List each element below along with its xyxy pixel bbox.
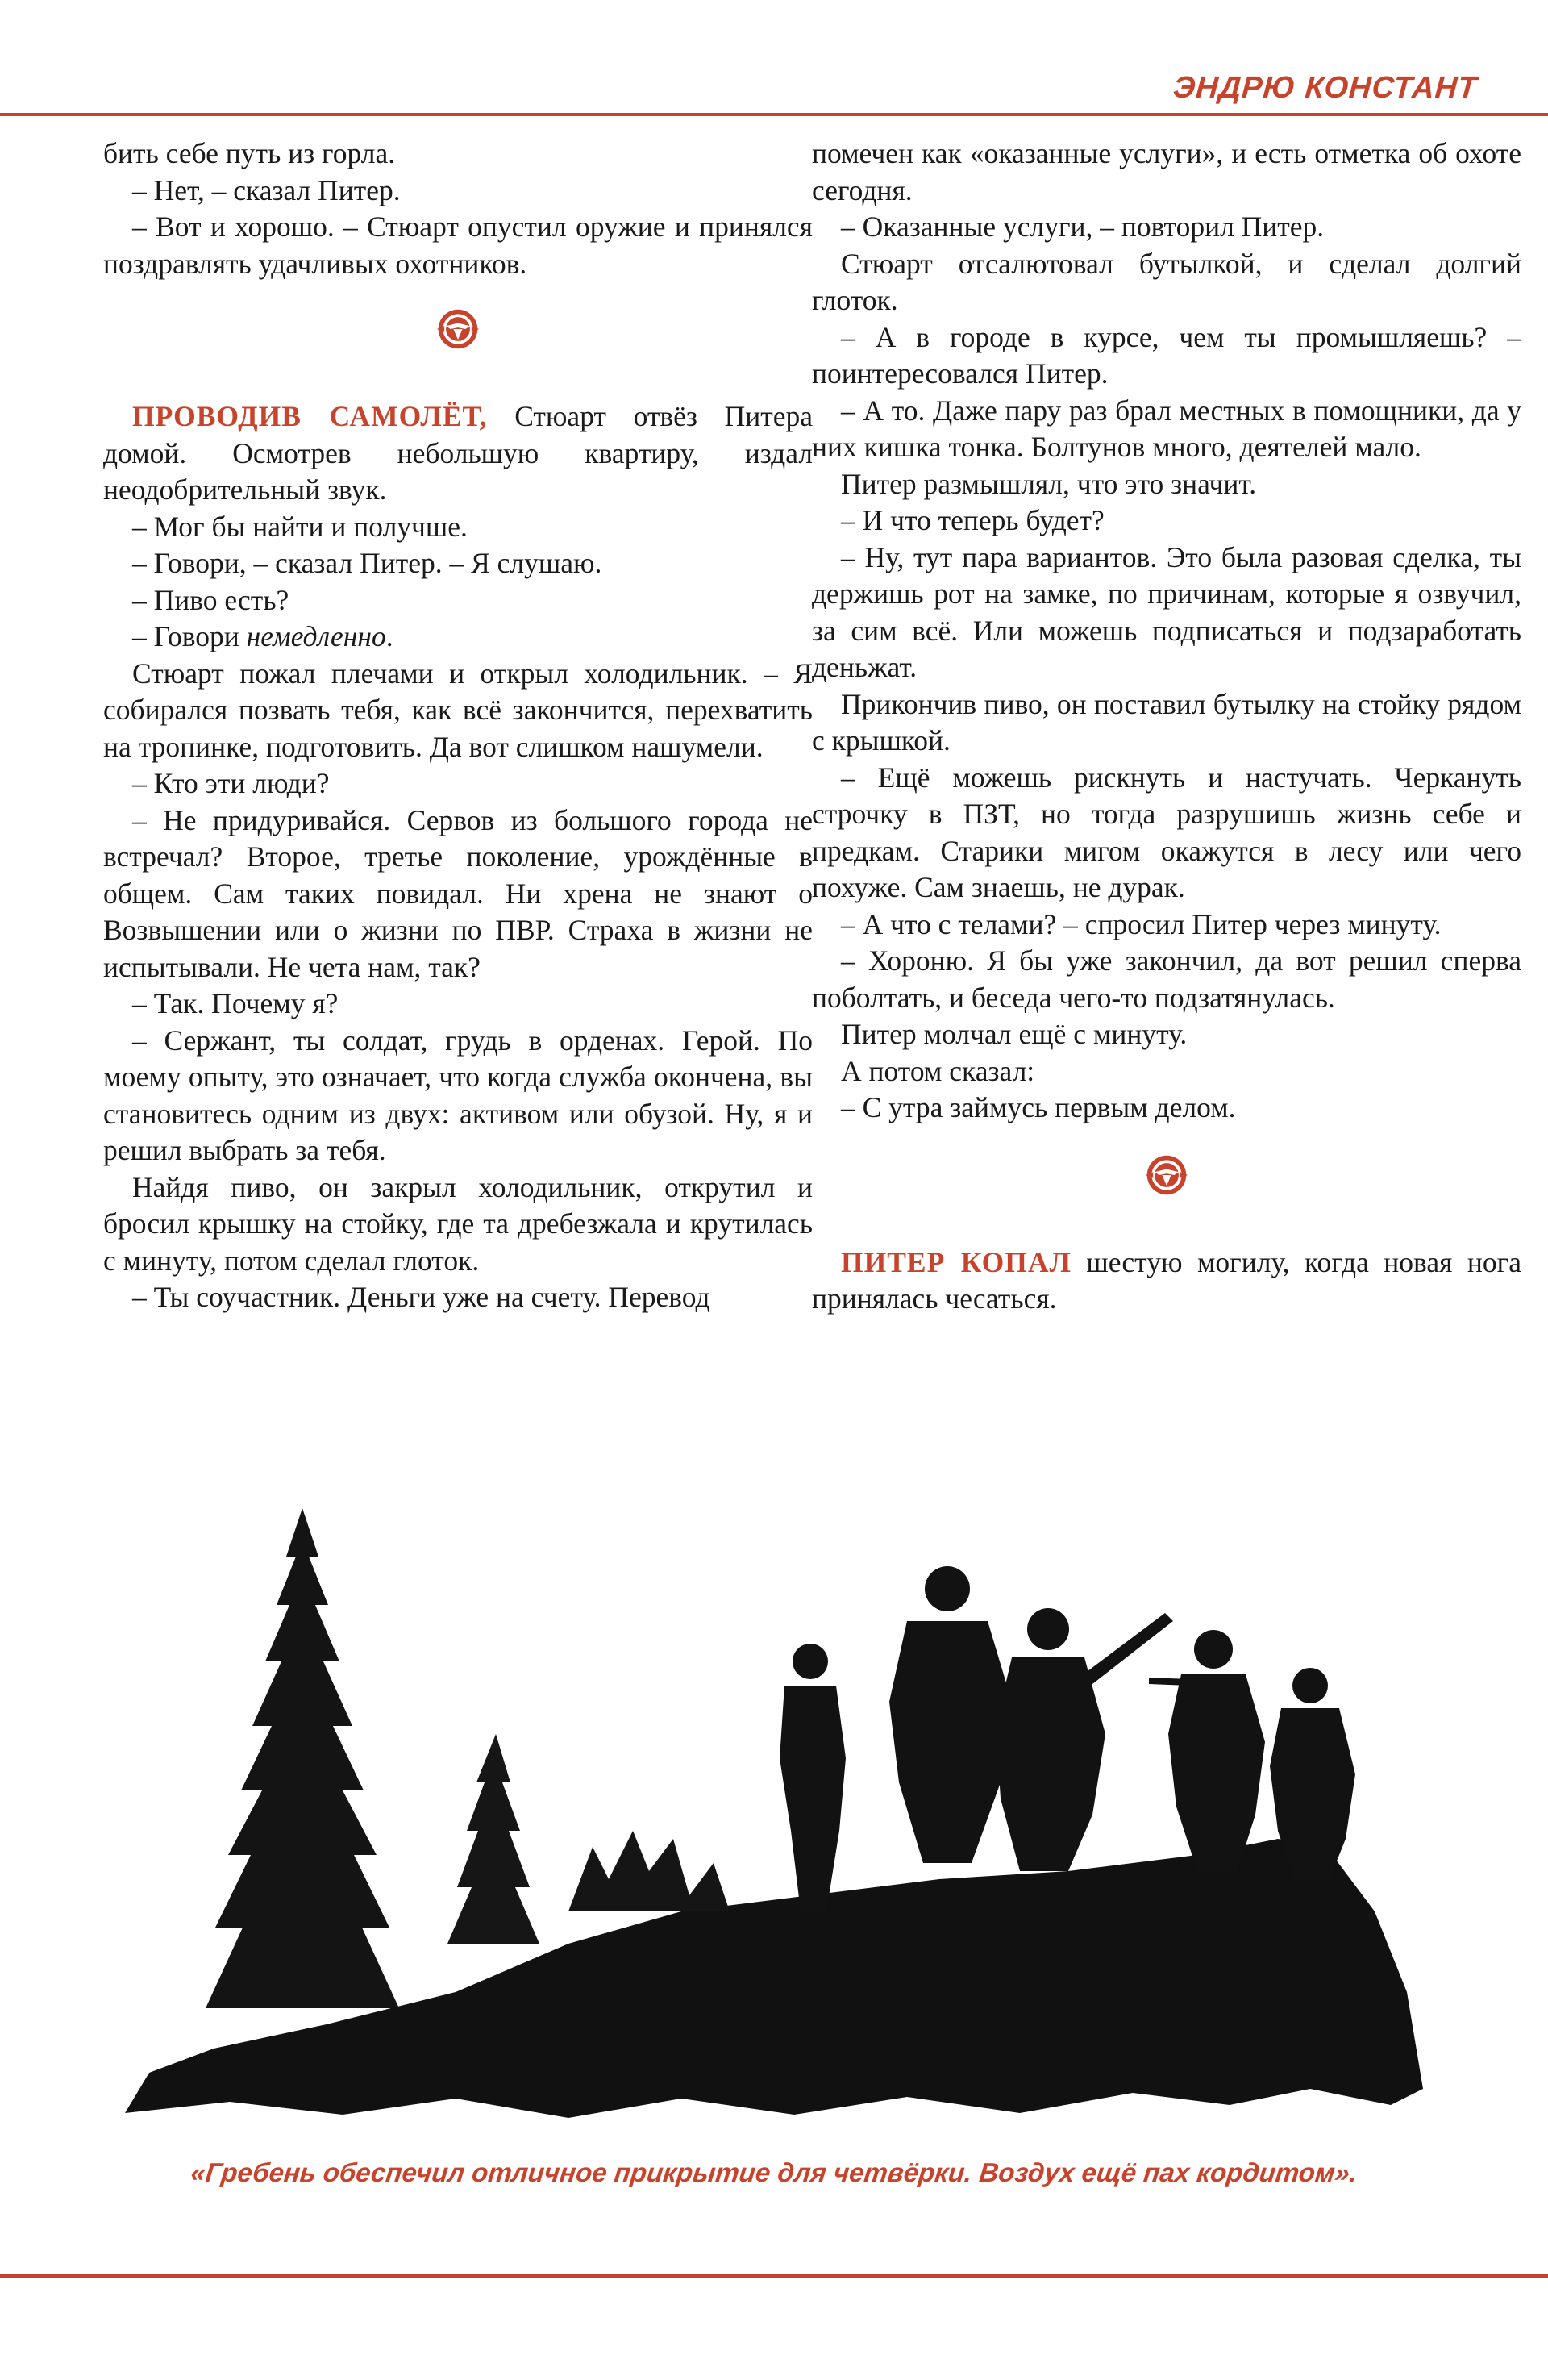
lead-in-text: ПИТЕР КОПАЛ	[841, 1245, 1072, 1278]
paragraph: – А то. Даже пару раз брал местных в помощники, да у них кишка тонка. Болтунов много, деятелей мало.	[812, 394, 1521, 463]
paragraph: – Говори немедленно.	[132, 620, 393, 652]
paragraph: – Говори, – сказал Питер. – Я слушаю.	[132, 547, 602, 579]
header-rule	[0, 113, 1548, 116]
hunters-silhouette-illustration	[117, 1492, 1439, 2137]
paragraph: – Хороню. Я бы уже закончил, да вот решил сперва поболтать, и беседа чего-то подзатянулась.	[812, 944, 1521, 1014]
winged-emblem-icon	[435, 306, 481, 352]
right-column	[812, 135, 1521, 1318]
paragraph: Питер молчал ещё с минуту.	[841, 1018, 1188, 1050]
paragraph: – Кто эти люди?	[132, 767, 330, 799]
paragraph: Стюарт отсалютовал бутылкой, и сделал долгий глоток.	[812, 247, 1521, 316]
emphasis-text: немедленно	[246, 620, 386, 652]
paragraph: Стюарт пожал плечами и открыл холодильник. – Я собирался позвать тебя, как всё закончится, перехватить на тропинке, подготовить. Да вот слишком нашумели.	[103, 656, 813, 763]
paragraph: – Пиво есть?	[132, 583, 289, 616]
paragraph-lead: ПИТЕР КОПАЛ шестую могилу, когда новая нога принялась чесаться.	[812, 1245, 1521, 1315]
author-running-head: ЭНДРЮ КОНСТАНТ	[1171, 71, 1479, 105]
paragraph: бить себе путь из горла.	[103, 137, 396, 169]
paragraph: – Оказанные услуги, – повторил Питер.	[841, 210, 1325, 243]
paragraph: – Ещё можешь рискнуть и настучать. Черкануть строчку в ПЗТ, но тогда разрушишь жизнь себе и предкам. Старики мигом окажутся в лесу или чего похуже. Сам знаешь, не дурак.	[812, 761, 1521, 903]
paragraph: Прикончив пиво, он поставил бутылку на стойку рядом с крышкой.	[812, 687, 1521, 757]
paragraph: А потом сказал:	[841, 1054, 1035, 1087]
left-column	[103, 135, 813, 1316]
lead-in-text: ПРОВОДИВ САМОЛЁТ,	[132, 400, 488, 432]
paragraph: – Ты соучастник. Деньги уже на счету. Перевод	[132, 1281, 710, 1313]
paragraph: Найдя пиво, он закрыл холодильник, открутил и бросил крышку на стойку, где та дребезжала и крутилась с минуту, потом сделал глоток.	[103, 1170, 813, 1277]
footer-rule	[0, 2274, 1548, 2278]
paragraph: помечен как «оказанные услуги», и есть отметка об охоте сегодня.	[812, 137, 1521, 206]
illustration-caption: «Гребень обеспечил отличное прикрытие для четвёрки. Воздух ещё пах кордитом».	[189, 2157, 1359, 2187]
paragraph: – Сержант, ты солдат, грудь в орденах. Герой. По моему опыту, это означает, что когда служба окончена, вы становитесь одним из двух: активом или обузой. Ну, я и решил выбрать за тебя.	[103, 1023, 813, 1166]
paragraph: – Так. Почему я?	[132, 987, 339, 1019]
section-ornament	[812, 1138, 1521, 1212]
paragraph: – Ну, тут пара вариантов. Это была разовая сделка, ты держишь рот на замке, по причинам, которые я озвучил, за сим всё. Или можешь подписаться и подзаработать деньжат.	[812, 540, 1521, 683]
paragraph: – Не придуривайся. Сервов из большого города не встречал? Второе, третье поколение, урождённые в общем. Сам таких повидал. Ни хрена не знают о Возвышении или о жизни по ПВР. Страха в жизни не испытывали. Не чета нам, так?	[103, 803, 813, 983]
paragraph-lead: ПРОВОДИВ САМОЛЁТ, Стюарт отвёз Питера домой. Осмотрев небольшую квартиру, издал неодобрительный звук.	[103, 400, 813, 506]
paragraph: – А что с телами? – спросил Питер через минуту.	[841, 907, 1442, 940]
paragraph: – С утра займусь первым делом.	[841, 1091, 1236, 1123]
paragraph: – Вот и хорошо. – Стюарт опустил оружие и принялся поздравлять удачливых охотников.	[103, 210, 813, 280]
winged-emblem-icon	[1144, 1152, 1189, 1198]
paragraph: Питер размышлял, что это значит.	[841, 467, 1257, 500]
section-ornament	[103, 292, 813, 366]
paragraph: – И что теперь будет?	[841, 504, 1105, 536]
paragraph: – Нет, – сказал Питер.	[132, 173, 401, 206]
paragraph: – Мог бы найти и получше.	[132, 510, 468, 543]
paragraph: – А в городе в курсе, чем ты промышляешь? – поинтересовался Питер.	[812, 320, 1521, 390]
